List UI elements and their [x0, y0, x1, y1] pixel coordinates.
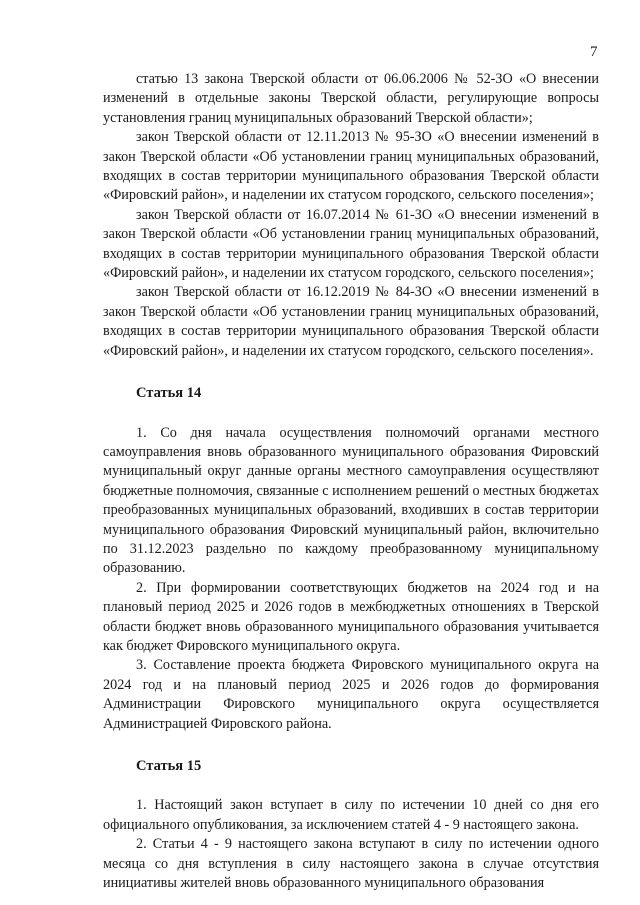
- article-14-title: Статья 14: [136, 385, 202, 402]
- intro-paragraph-1: статью 13 закона Тверской области от 06.06.2006 № 52-ЗО «О внесении изменений в отдельные законы Тверской области, регулирующие вопросы установления границ муниципальных образований Тверской области»;: [103, 71, 599, 126]
- intro-paragraph-2: закон Тверской области от 12.11.2013 № 95-ЗО «О внесении изменений в закон Тверской области «Об установлении границ муниципальных образований, входящих в состав территории муниципального образования Тверской области «Фировский район», и наделении их статусом городского, сельского поселения»;: [103, 129, 599, 204]
- article-14-paragraph-1: 1. Со дня начала осуществления полномочий органами местного самоуправления вновь образованного муниципального образования Фировский муниципальный округ данные органы местного самоуправления осуществляют бюджетные полномочия, связанные с исполнением решений о местных бюджетах преобразованных муниципальных образований, входивших в состав территории муниципального образования Фировский муниципальный район, включительно по 31.12.2023 раздельно по каждому преобразованному муниципальному образованию.: [103, 424, 599, 577]
- document-body: [103, 70, 599, 893]
- article-14-paragraph-2: 2. При формировании соответствующих бюджетов на 2024 год и на плановый период 2025 и 2026 годов в межбюджетных отношениях в Тверской области бюджет вновь образованного муниципального образования учитывается как бюджет Фировского муниципального округа.: [103, 579, 599, 654]
- article-15-title: Статья 15: [136, 758, 202, 774]
- article-14-paragraph-3: 3. Составление проекта бюджета Фировского муниципального округа на 2024 год и на плановый период 2025 и 2026 годов до формирования Администрации Фировского муниципального округа осуществляется Администрацией Фировского района.: [103, 657, 599, 732]
- page-number: 7: [590, 44, 598, 60]
- article-15-paragraph-1: 1. Настоящий закон вступает в силу по истечении 10 дней со дня его официального опубликования, за исключением статей 4 - 9 настоящего закона.: [103, 797, 599, 833]
- article-15-paragraph-2: 2. Статьи 4 - 9 настоящего закона вступают в силу по истечении одного месяца со дня вступления в силу настоящего закона в случае отсутствия инициативы жителей вновь образованного муниципального образования: [103, 836, 599, 892]
- intro-paragraph-4: закон Тверской области от 16.12.2019 № 84-ЗО «О внесении изменений в закон Тверской области «Об установлении границ муниципальных образований, входящих в состав территории муниципального образования Тверской области «Фировский район», и наделении их статусом городского, сельского поселения».: [103, 284, 599, 359]
- intro-paragraph-3: закон Тверской области от 16.07.2014 № 61-ЗО «О внесении изменений в закон Тверской области «Об установлении границ муниципальных образований, входящих в состав территории муниципального образования Тверской области «Фировский район», и наделении их статусом городского, сельского поселения»;: [103, 206, 599, 282]
